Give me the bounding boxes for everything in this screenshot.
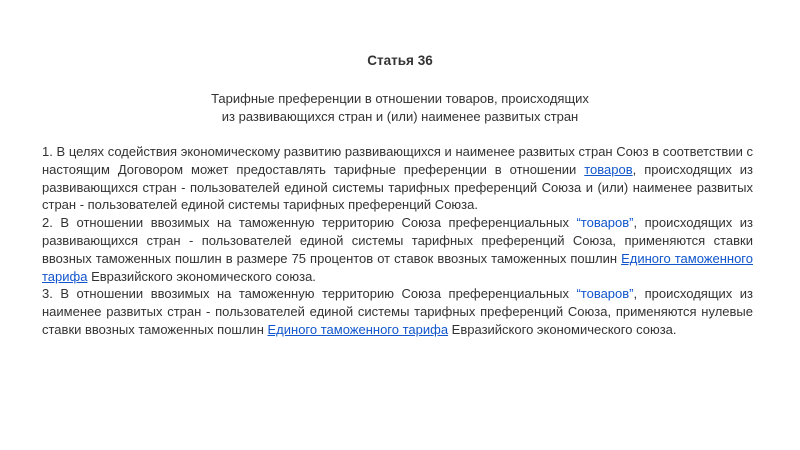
paragraph-3-text-a: 3. В отношении ввозимых на таможенную территорию Союза преференциальных bbox=[42, 286, 577, 302]
subtitle-line-1: Тарифные преференции в отношении товаров, происходящих bbox=[211, 91, 589, 106]
paragraph-2-quoted-goods: “товаров” bbox=[576, 215, 634, 231]
paragraph-3-text-b: , происходящих из наименее развитых стран - пользователей единой системы тарифных преференций Союза, применяются нулевые ставки ввозных таможенных пошлин bbox=[42, 286, 753, 337]
article-subtitle bbox=[0, 90, 800, 126]
paragraph-1 bbox=[42, 143, 753, 214]
subtitle-line-2: из развивающихся стран и (или) наименее развитых стран bbox=[221, 109, 579, 124]
paragraph-3 bbox=[42, 285, 753, 338]
paragraph-2-text-b: , происходящих из развивающихся стран - пользователей единой системы тарифных преференций Союза, применяются ставки ввозных таможенных пошлин в размере 75 процентов от ставок ввозных таможенных пошлин bbox=[42, 215, 753, 266]
paragraph-2 bbox=[42, 214, 753, 285]
paragraph-1-text-b: , происходящих из развивающихся стран - пользователей единой системы тарифных преференций Союза и (или) наименее развитых стран - пользователей единой системы тарифных преференций Союза. bbox=[42, 161, 753, 213]
paragraph-3-text-c: Евразийского экономического союза. bbox=[448, 321, 677, 337]
article-title: Статья 36 bbox=[367, 53, 433, 68]
article-body bbox=[42, 143, 753, 339]
paragraph-1-text-a: 1. В целях содействия экономическому развитию развивающихся и наименее развитых стран Союз в соответствии с настоящим Договором может предоставлять тарифные преференции в отношении bbox=[42, 144, 753, 177]
paragraph-2-text-c: Евразийского экономического союза. bbox=[87, 268, 316, 284]
customs-tariff-link-2[interactable]: Единого таможенного тарифа bbox=[267, 321, 449, 337]
paragraph-2-text-a: 2. В отношении ввозимых на таможенную территорию Союза преференциальных bbox=[42, 215, 577, 231]
goods-link[interactable]: товаров bbox=[584, 161, 633, 177]
paragraph-3-quoted-goods: “товаров” bbox=[576, 286, 634, 302]
customs-tariff-link-1[interactable]: Единого таможенного тарифа bbox=[42, 250, 753, 284]
